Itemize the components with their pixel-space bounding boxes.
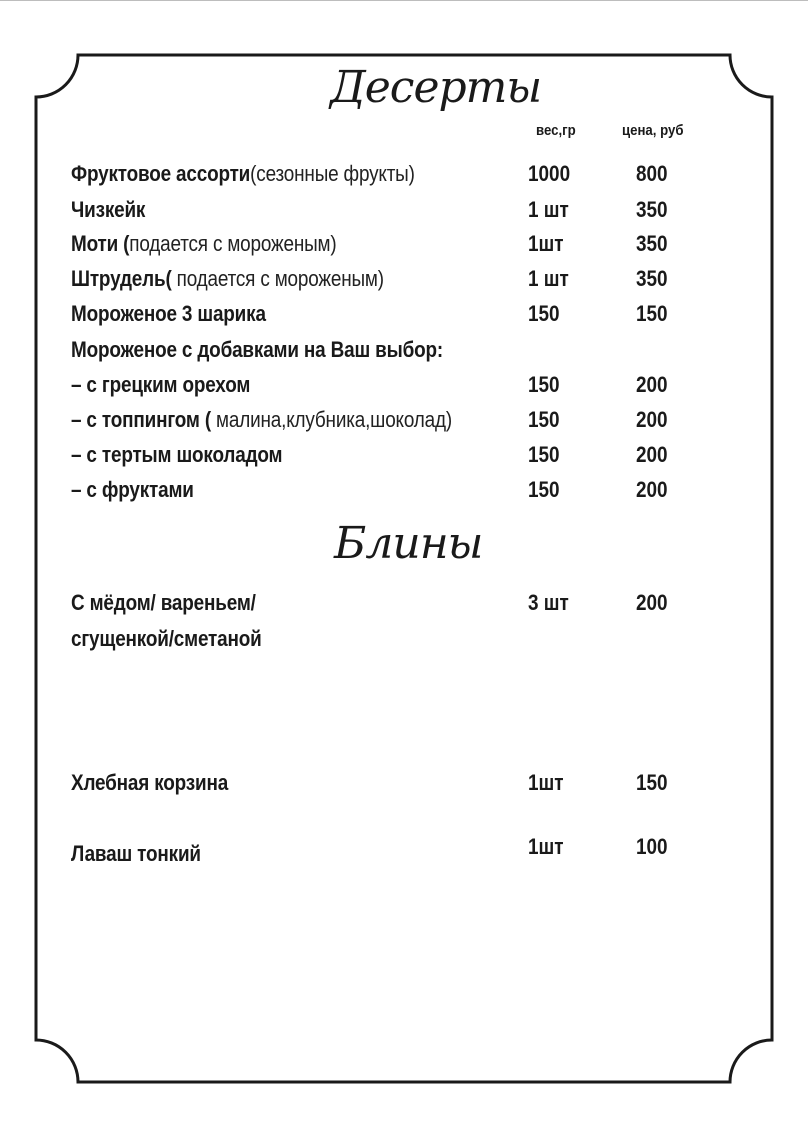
dessert-item-title: – с грецким орехом [71, 372, 251, 397]
dessert-item-price: 200 [636, 477, 668, 502]
dessert-item-title: – с фруктами [71, 477, 194, 502]
dessert-item-weight: 1 шт [528, 197, 569, 222]
dessert-item-name [71, 231, 337, 257]
dessert-item-name [71, 442, 282, 468]
desserts-title: Десерты [330, 62, 542, 113]
blini-title: Блины [334, 518, 483, 569]
dessert-item-price: 150 [636, 301, 668, 326]
dessert-item-note: подается с мороженым) [171, 266, 384, 291]
blini-item-line1: С мёдом/ вареньем/ [71, 590, 256, 615]
dessert-item-name [71, 337, 443, 363]
dessert-item-title: – с топпингом ( [71, 407, 217, 432]
dessert-item-weight: 1000 [528, 161, 571, 186]
dessert-item-name [71, 266, 384, 292]
dessert-item-price: 350 [636, 266, 668, 291]
blini-price: 200 [636, 590, 668, 615]
dessert-item-price: 350 [636, 197, 668, 222]
extra-item-price: 100 [636, 834, 668, 859]
extra-item-weight: 1шт [528, 834, 564, 859]
dessert-item-title: Штрудель( [71, 266, 172, 291]
dessert-item-title: – с тертым шоколадом [71, 442, 283, 467]
dessert-item-weight: 1шт [528, 231, 564, 256]
dessert-item-name [71, 477, 194, 503]
dessert-item-weight: 1 шт [528, 266, 569, 291]
dessert-item-weight: 150 [528, 372, 560, 397]
dessert-item-weight: 150 [528, 301, 560, 326]
dessert-item-title: Фруктовое ассорти [71, 161, 251, 186]
dessert-item-price: 350 [636, 231, 668, 256]
dessert-item-name [71, 301, 266, 327]
extra-item-name: Лаваш тонкий [71, 841, 201, 866]
dessert-item-note: (сезонные фрукты) [250, 161, 415, 186]
dessert-item-weight: 150 [528, 407, 560, 432]
dessert-item-title: Моти ( [71, 231, 130, 256]
dessert-item-title: Мороженое с добавками на Ваш выбор: [71, 337, 443, 362]
blini-weight: 3 шт [528, 590, 569, 615]
dessert-item-name [71, 161, 415, 187]
blini-item-line2: сгущенкой/сметаной [71, 626, 262, 651]
extra-item-price: 150 [636, 770, 668, 795]
dessert-item-weight: 150 [528, 477, 560, 502]
dessert-item-price: 200 [636, 442, 668, 467]
column-header-weight: вес,гр [536, 122, 576, 139]
dessert-item-note: подается с мороженым) [129, 231, 337, 256]
dessert-item-weight: 150 [528, 442, 560, 467]
dessert-item-name [71, 197, 145, 223]
dessert-item-title: Чизкейк [71, 197, 146, 222]
column-header-price: цена, руб [622, 122, 684, 139]
dessert-item-name [71, 407, 452, 433]
dessert-item-price: 200 [636, 407, 668, 432]
dessert-item-note: малина,клубника,шоколад) [216, 407, 453, 432]
extra-item-name: Хлебная корзина [71, 770, 229, 795]
dessert-item-price: 200 [636, 372, 668, 397]
dessert-item-name [71, 372, 250, 398]
dessert-item-title: Мороженое 3 шарика [71, 301, 266, 326]
extra-item-weight: 1шт [528, 770, 564, 795]
dessert-item-price: 800 [636, 161, 668, 186]
